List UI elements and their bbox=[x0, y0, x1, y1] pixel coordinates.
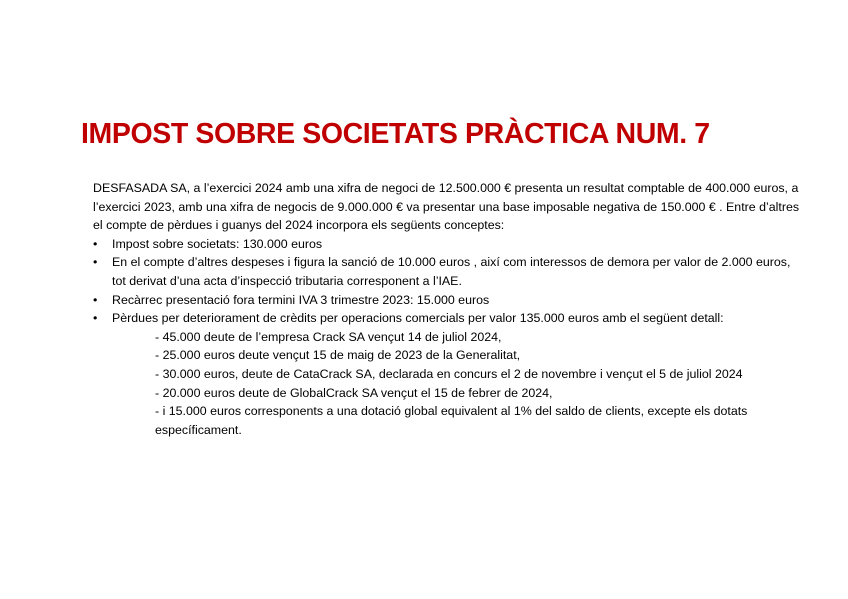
impairment-detail-list bbox=[93, 328, 803, 440]
bullet-item-corporate-tax: • Impost sobre societats: 130.000 euros bbox=[93, 235, 803, 254]
bullet-list bbox=[93, 235, 803, 328]
intro-paragraph: DESFASADA SA, a l’exercici 2024 amb una xifra de negoci de 12.500.000 € presenta un resultat comptable de 400.000 euros, a l’exercici 2023, amb una xifra de negocis de 9.000.000 € va presentar una base imposable negativa de 150.000 € . Entre d’altres el compte de pèrdues i guanys del 2024 incorpora els següents conceptes: bbox=[93, 181, 800, 233]
detail-item: - i 15.000 euros corresponents a una dotació global equivalent al 1% del saldo de clients, excepte els dotats específicament. bbox=[155, 404, 748, 437]
detail-item: - 25.000 euros deute vençut 15 de maig de 2023 de la Generalitat, bbox=[155, 348, 521, 363]
detail-item: - 30.000 euros, deute de CataCrack SA, declarada en concurs el 2 de novembre i vençut el 5 de juliol 2024 bbox=[155, 366, 743, 381]
bullet-item-vat-surcharge: • Recàrrec presentació fora termini IVA 3 trimestre 2023: 15.000 euros bbox=[93, 291, 803, 310]
detail-item: - 45.000 deute de l’empresa Crack SA vençut 14 de juliol 2024, bbox=[155, 329, 502, 344]
slide-body bbox=[93, 179, 803, 439]
bullet-item-credit-impairment: • Pèrdues per deteriorament de crèdits per operacions comercials per valor 135.000 euros amb el següent detall: bbox=[93, 309, 803, 328]
detail-item: - 20.000 euros deute de GlobalCrack SA vençut el 15 de febrer de 2024, bbox=[155, 385, 553, 400]
bullet-item-penalty: • En el compte d’altres despeses i figura la sanció de 10.000 euros , així com interessos de demora per valor de 2.000 euros, tot derivat d’una acta d’inspecció tributaria corresponent a l’IAE. bbox=[93, 253, 803, 290]
page-title: IMPOST SOBRE SOCIETATS PRÀCTICA NUM. 7 bbox=[81, 118, 710, 150]
